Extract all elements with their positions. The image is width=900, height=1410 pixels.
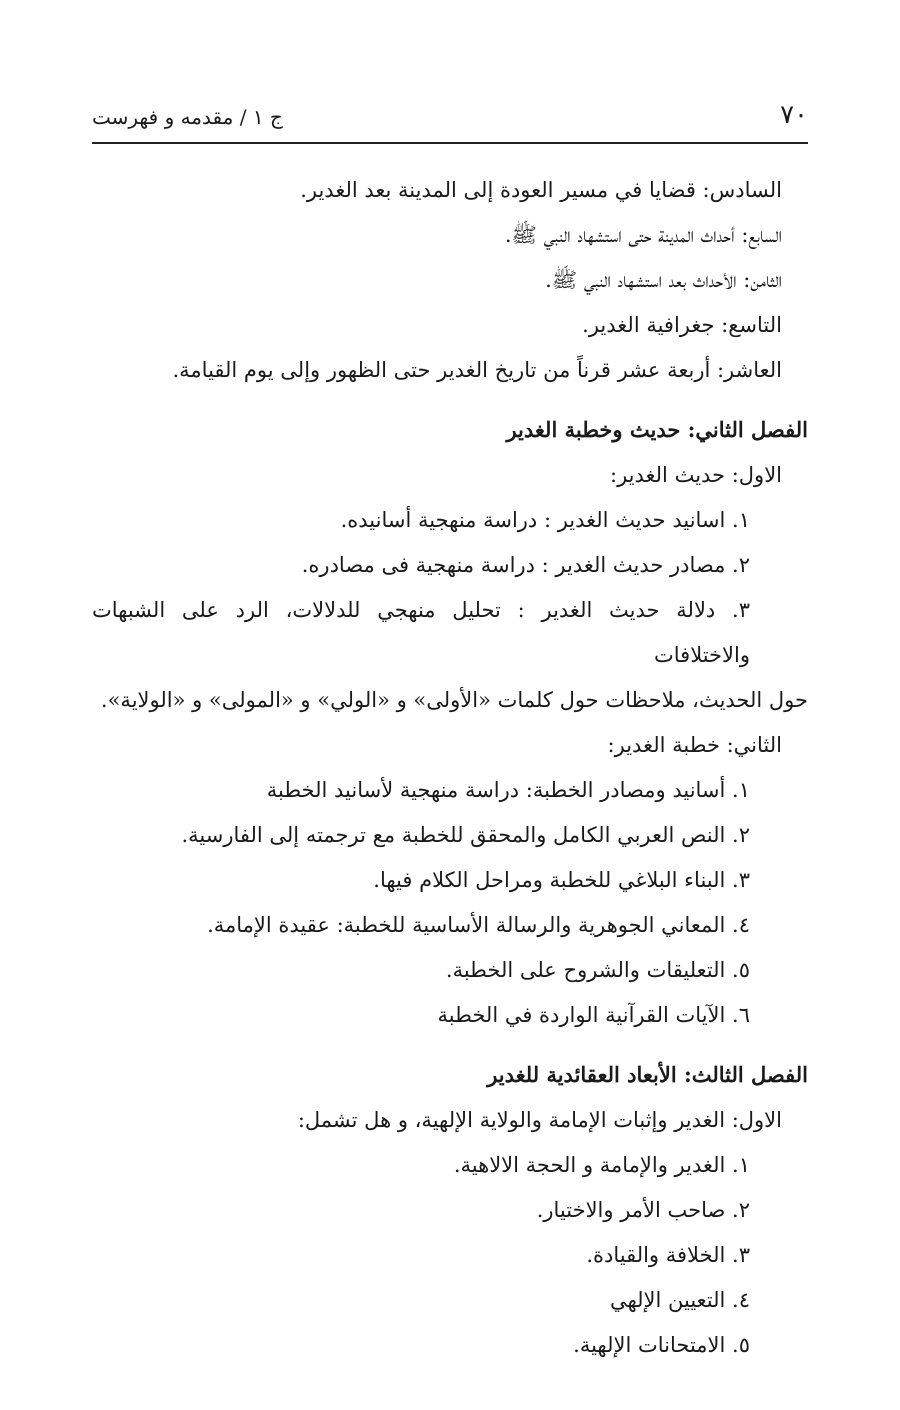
list-item: الثامن: الأحداث بعد استشهاد النبي ﷺ. — [545, 268, 782, 292]
chapter-heading: الفصل الثاني: حديث وخطبة الغدير — [506, 417, 808, 442]
list-item: العاشر: أربعة عشر قرناً من تاريخ الغدير حتى الظهور وإلى يوم القيامة. — [172, 358, 782, 382]
chapter-heading: الفصل الثالث: الأبعاد العقائدية للغدير — [487, 1062, 808, 1087]
page-content — [92, 168, 808, 1368]
running-title: ج ١ / مقدمه و فهرست — [92, 105, 283, 129]
list-item: السابع: أحداث المدينة حتى استشهاد النبي ﷺ. — [504, 223, 782, 247]
list-item-line-1: ٣. دلالة حديث الغدير : تحليل منهجي للدلالات، الرد على الشبهات والاختلافات — [92, 598, 750, 667]
list-item: ٣. الخلافة والقيادة. — [586, 1243, 750, 1267]
section-heading: الثاني: خطبة الغدير: — [607, 733, 782, 757]
list-item: ٣. البناء البلاغي للخطبة ومراحل الكلام فيها. — [373, 868, 750, 892]
page-header — [92, 96, 808, 144]
list-item: ٤. التعيين الإلهي — [609, 1288, 750, 1312]
list-item: ٢. صاحب الأمر والاختيار. — [536, 1198, 750, 1222]
page-number: ٧٠ — [780, 100, 808, 130]
list-item: ٦. الآيات القرآنية الواردة في الخطبة — [437, 1003, 750, 1027]
list-item: ١. اسانيد حديث الغدير : دراسة منهجية أسانيده. — [340, 508, 750, 532]
list-item: ٤. المعاني الجوهرية والرسالة الأساسية للخطبة: عقيدة الإمامة. — [207, 913, 750, 937]
list-item: ٥. التعليقات والشروح على الخطبة. — [445, 958, 750, 982]
section-heading: الاول: الغدير وإثبات الإمامة والولاية الإلهية، و هل تشمل: — [297, 1108, 782, 1132]
list-item: ١. أسانيد ومصادر الخطبة: دراسة منهجية لأسانيد الخطبة — [266, 778, 750, 802]
list-item: ٥. الامتحانات الإلهية. — [573, 1333, 750, 1357]
list-item-line-2: حول الحديث، ملاحظات حول كلمات «الأولى» و «الولي» و «المولى» و «الولاية». — [100, 688, 808, 712]
list-item: السادس: قضايا في مسير العودة إلى المدينة بعد الغدير. — [300, 178, 782, 202]
list-item: ٢. مصادر حديث الغدير : دراسة منهجية فى مصادره. — [301, 553, 750, 577]
section-heading: الاول: حديث الغدير: — [610, 463, 782, 487]
list-item: التاسع: جغرافية الغدير. — [582, 313, 782, 337]
list-item: ٢. النص العربي الكامل والمحقق للخطبة مع ترجمته إلى الفارسية. — [181, 823, 750, 847]
list-item: ١. الغدير والإمامة و الحجة الالاهية. — [453, 1153, 750, 1177]
